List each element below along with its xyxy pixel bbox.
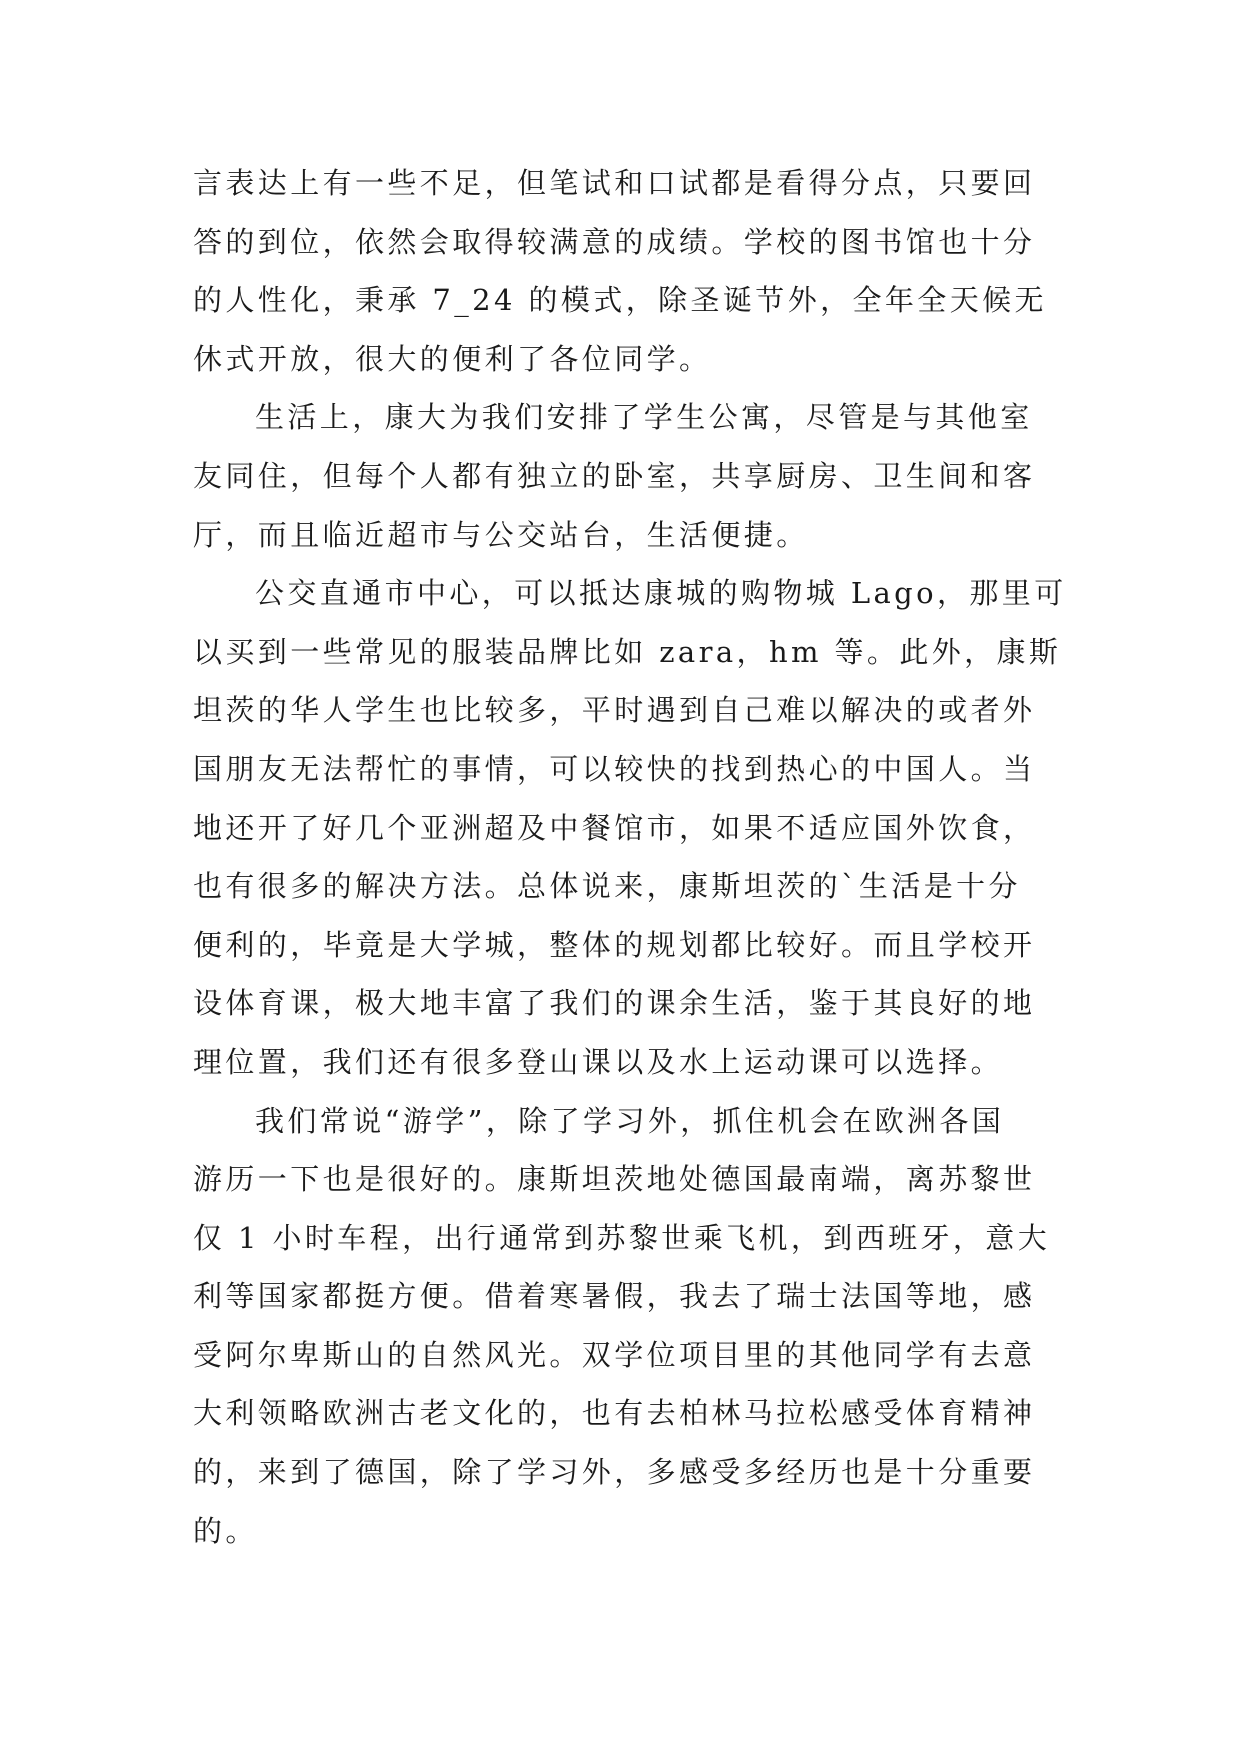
text-line: 言表达上有一些不足，但笔试和口试都是看得分点，只要回 (193, 166, 1036, 200)
body-text (193, 154, 1067, 1560)
text-line: 休式开放，很大的便利了各位同学。 (193, 341, 712, 376)
text-line: 以买到一些常见的服装品牌比如 zara，hm 等。此外，康斯 (193, 634, 1062, 669)
text-line: 的，来到了德国，除了学习外，多感受多经历也是十分重要 (193, 1455, 1036, 1490)
text-line: 设体育课，极大地丰富了我们的课余生活，鉴于其良好的地 (193, 986, 1036, 1021)
text-line: 答的到位，依然会取得较满意的成绩。学校的图书馆也十分 (193, 224, 1036, 259)
text-line: 的人性化，秉承 7_24 的模式，除圣诞节外，全年全天候无 (193, 283, 1047, 318)
text-line: 受阿尔卑斯山的自然风光。双学位项目里的其他同学有去意 (193, 1337, 1036, 1372)
text-line: 厅，而且临近超市与公交站台，生活便捷。 (193, 517, 809, 552)
paragraph-start-line: 公交直通市中心，可以抵达康城的购物城 Lago，那里可 (255, 576, 1067, 611)
text-line: 游历一下也是很好的。康斯坦茨地处德国最南端，离苏黎世 (193, 1162, 1036, 1197)
text-line: 坦茨的华人学生也比较多，平时遇到自己难以解决的或者外 (193, 693, 1036, 728)
text-line: 也有很多的解决方法。总体说来，康斯坦茨的`生活是十分 (193, 869, 1021, 904)
text-line: 的。 (193, 1513, 258, 1548)
text-line: 利等国家都挺方便。借着寒暑假，我去了瑞士法国等地，感 (193, 1279, 1036, 1314)
paragraph-start-line: 我们常说“游学”，除了学习外，抓住机会在欧洲各国 (255, 1103, 1005, 1138)
text-line: 大利领略欧洲古老文化的，也有去柏林马拉松感受体育精神 (193, 1396, 1036, 1431)
text-line: 仅 1 小时车程，出行通常到苏黎世乘飞机，到西班牙，意大 (193, 1220, 1051, 1255)
text-line: 理位置，我们还有很多登山课以及水上运动课可以选择。 (193, 1044, 1004, 1079)
text-line: 地还开了好几个亚洲超及中餐馆市，如果不适应国外饮食， (193, 810, 1036, 845)
text-line: 便利的，毕竟是大学城，整体的规划都比较好。而且学校开 (193, 927, 1036, 962)
text-line: 国朋友无法帮忙的事情，可以较快的找到热心的中国人。当 (193, 751, 1036, 786)
paragraph-start-line: 生活上，康大为我们安排了学生公寓，尽管是与其他室 (255, 400, 1033, 435)
text-line: 友同住，但每个人都有独立的卧室，共享厨房、卫生间和客 (193, 458, 1036, 493)
